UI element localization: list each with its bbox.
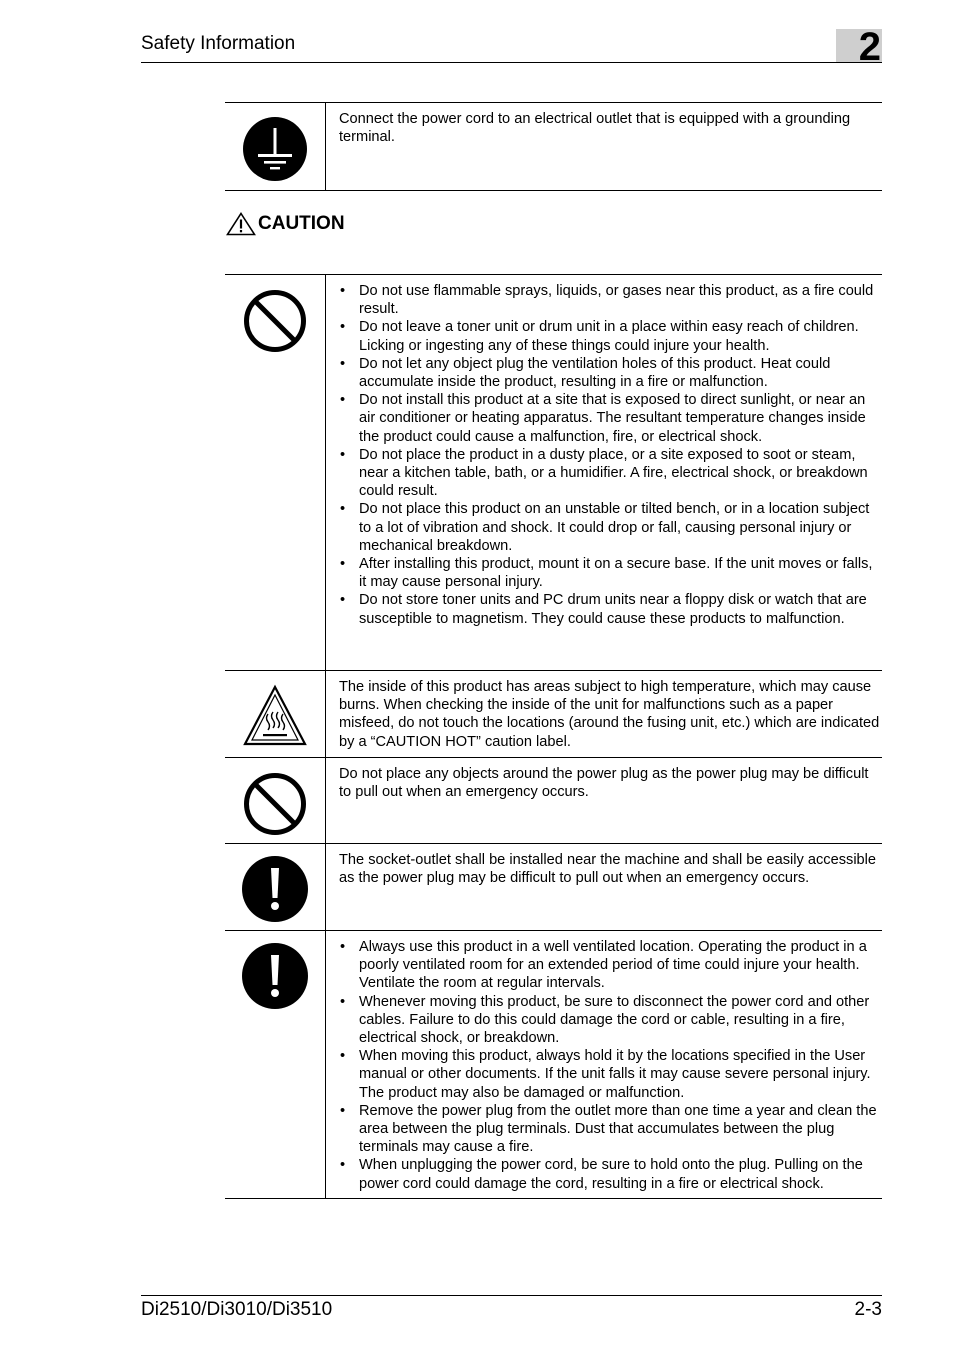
list-item: • Do not install this product at a site that is exposed to direct sunlight, or near an air conditioner or heating apparatus. The resultant temperature changes inside the product could cause a malfunction, fire, or electrical shock. (339, 391, 882, 446)
warning-triangle-icon (226, 212, 256, 236)
power-plug-text: Do not place any objects around the power plug as the power plug may be difficult to pull out when an emergency occurs. (339, 766, 869, 801)
row-4-text-cell (326, 844, 882, 930)
list-item: • Remove the power plug from the outlet more than one time a year and clean the area between the plug terminals. Dust that accumulates between the plug terminals may cause a fire. (339, 1102, 882, 1157)
prohibition-icon (243, 772, 307, 836)
grounding-text-cell (326, 103, 882, 190)
list-item: • Do not use flammable sprays, liquids, or gases near this product, as a fire could result. (339, 282, 882, 318)
row-3-text-cell (326, 758, 882, 843)
list-item: • Always use this product in a well ventilated location. Operating the product in a poorly ventilated room for an extended period of time could injure your health. Ventilate the room at regular intervals. (339, 938, 882, 993)
caution-row-4 (225, 844, 882, 931)
caution-row-2 (225, 671, 882, 758)
row-1-icon-cell (225, 275, 326, 670)
footer-model: Di2510/Di3010/Di3510 (141, 1299, 333, 1320)
grounding-table (225, 102, 882, 191)
list-item: • Whenever moving this product, be sure to disconnect the power cord and other cables. Failure to do this could damage the cord or cable, resulting in a fire, electrical shock, or breakdown. (339, 993, 882, 1048)
footer-rule (141, 1295, 882, 1296)
page-number: 2-3 (854, 1299, 882, 1320)
list-item: • When unplugging the power cord, be sure to hold onto the plug. Pulling on the power cord could damage the cord, resulting in a fire or electrical shock. (339, 1156, 882, 1192)
row-5-bullet-list (339, 938, 882, 1193)
chapter-number: 2 (858, 25, 881, 69)
page-header-title: Safety Information (141, 33, 296, 54)
list-item: • After installing this product, mount it on a secure base. If the unit moves or falls, it may cause personal injury. (339, 555, 882, 591)
caution-heading (226, 212, 345, 236)
caution-label: CAUTION (258, 213, 345, 234)
row-1-text-cell (326, 275, 882, 670)
row-5-icon-cell (225, 931, 326, 1198)
grounding-icon-cell (225, 103, 326, 190)
row-2-text-cell (326, 671, 882, 757)
grounding-row (225, 103, 882, 191)
chapter-tab (836, 25, 882, 69)
prohibition-icon (243, 289, 307, 353)
caution-table (225, 274, 882, 1199)
header-rule (141, 62, 882, 63)
list-item: • When moving this product, always hold it by the locations specified in the User manual or other documents. If the unit falls it may cause severe personal injury. The product may also be damaged or malfunction. (339, 1047, 882, 1102)
list-item: • Do not let any object plug the ventilation holes of this product. Heat could accumulate inside the product, resulting in a fire or malfunction. (339, 355, 882, 391)
row-4-icon-cell (225, 844, 326, 930)
list-item: • Do not store toner units and PC drum units near a floppy disk or watch that are susceptible to magnetism. They could cause these products to malfunction. (339, 591, 882, 627)
row-3-icon-cell (225, 758, 326, 843)
grounding-text: Connect the power cord to an electrical outlet that is equipped with a grounding terminal. (339, 111, 851, 146)
caution-row-5 (225, 931, 882, 1199)
hot-surface-icon (242, 684, 308, 748)
list-item-continuation: Licking or ingesting any of these things could injure your health. (359, 337, 770, 354)
caution-row-1 (225, 275, 882, 671)
row-1-bullet-list (339, 282, 882, 628)
list-item: • Do not leave a toner unit or drum unit in a place within easy reach of children. Licking or ingesting any of these things could injure your health. (339, 318, 882, 354)
mandatory-action-icon (242, 943, 308, 1009)
caution-row-3 (225, 758, 882, 844)
hot-surface-text: The inside of this product has areas subject to high temperature, which may cause burns. When checking the inside of the unit for malfunctions such as a paper misfeed, do not touch the locations (around the fusing unit, etc.) which are indicated by a “CAUTION HOT” caution label. (339, 679, 880, 750)
mandatory-action-icon (242, 856, 308, 922)
ground-icon (243, 117, 307, 181)
list-item: • Do not place the product in a dusty place, or a site exposed to soot or steam, near a kitchen table, bath, or a humidifier. A fire, electrical shock, or breakdown could result. (339, 446, 882, 501)
socket-outlet-text: The socket-outlet shall be installed near the machine and shall be easily accessible as the power plug may be difficult to pull out when an emergency occurs. (339, 852, 877, 887)
row-5-text-cell (326, 931, 882, 1198)
row-2-icon-cell (225, 671, 326, 757)
list-item: • Do not place this product on an unstable or tilted bench, or in a location subject to a lot of vibration and shock. It could drop or fall, causing personal injury or mechanical breakdown. (339, 500, 882, 555)
